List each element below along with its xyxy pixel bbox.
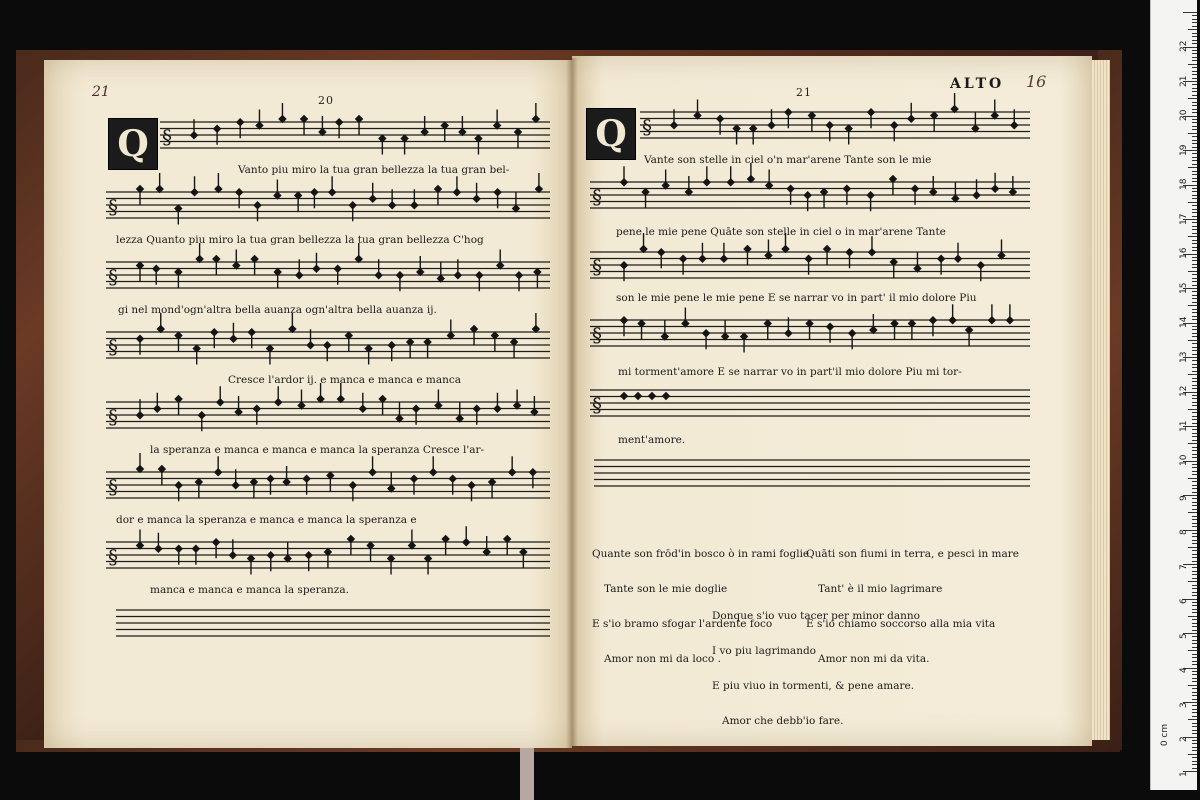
ruler-tick bbox=[1192, 129, 1197, 130]
ruler-number: 20 bbox=[1179, 109, 1189, 121]
ruler-tick bbox=[1192, 709, 1197, 710]
left-page-number: 20 bbox=[318, 94, 334, 107]
ruler-tick bbox=[1192, 664, 1197, 665]
ruler-tick bbox=[1188, 340, 1197, 341]
ruler-tick bbox=[1192, 316, 1197, 317]
ruler-tick bbox=[1192, 191, 1197, 192]
ruler-tick bbox=[1192, 388, 1197, 389]
ruler-tick bbox=[1192, 688, 1197, 689]
ruler-tick bbox=[1192, 285, 1197, 286]
ruler-number: 21 bbox=[1179, 75, 1189, 87]
ruler-tick bbox=[1192, 226, 1197, 227]
ruler-tick bbox=[1192, 60, 1197, 61]
ruler-number: 8 bbox=[1179, 529, 1189, 535]
ruler-tick bbox=[1192, 740, 1197, 741]
clef-symbol: § bbox=[162, 125, 172, 149]
ruler-tick bbox=[1192, 140, 1197, 141]
ruler-tick bbox=[1192, 474, 1197, 475]
poem-line: Amor che debb'io fare. bbox=[722, 714, 844, 727]
decorated-initial-left: Q bbox=[108, 118, 158, 170]
clef-symbol: § bbox=[642, 115, 652, 139]
ruler-tick bbox=[1192, 654, 1197, 655]
ruler-tick bbox=[1192, 492, 1197, 493]
ruler-tick bbox=[1192, 174, 1197, 175]
ruler-tick bbox=[1192, 84, 1197, 85]
lyric-line-left-5: la speranza e manca e manca e manca la speranza Cresce l'ar- bbox=[150, 444, 485, 456]
ruler-tick bbox=[1192, 160, 1197, 161]
ruler-tick bbox=[1192, 671, 1197, 672]
ruler-tick bbox=[1192, 757, 1197, 758]
ruler-tick bbox=[1188, 685, 1197, 686]
clef-symbol: § bbox=[592, 255, 602, 279]
ruler-tick bbox=[1188, 581, 1197, 582]
ruler-tick bbox=[1192, 643, 1197, 644]
ruler-tick bbox=[1192, 95, 1197, 96]
ruler-tick bbox=[1192, 712, 1197, 713]
ruler-tick bbox=[1188, 202, 1197, 203]
ruler-tick bbox=[1192, 19, 1197, 20]
ruler-tick bbox=[1192, 561, 1197, 562]
ruler-tick bbox=[1192, 609, 1197, 610]
ruler-tick bbox=[1188, 616, 1197, 617]
ruler-tick bbox=[1192, 153, 1197, 154]
ruler-tick bbox=[1192, 695, 1197, 696]
ruler-tick bbox=[1192, 291, 1197, 292]
ruler-tick bbox=[1192, 619, 1197, 620]
poem-line: E piu viuo in tormenti, & pene amare. bbox=[712, 679, 915, 692]
ruler-number: 5 bbox=[1179, 632, 1189, 639]
ruler-tick bbox=[1188, 98, 1197, 99]
ruler-tick bbox=[1192, 22, 1197, 23]
poem-line: Amor non mi da vita. bbox=[818, 652, 930, 665]
clef-symbol: § bbox=[108, 405, 118, 429]
ruler-tick bbox=[1192, 122, 1197, 123]
handwritten-page-mark-left: 21 bbox=[92, 84, 110, 100]
ruler-tick bbox=[1192, 312, 1197, 313]
ruler-number: 19 bbox=[1179, 144, 1189, 156]
decorated-initial-right: Q bbox=[586, 108, 636, 160]
ruler-tick bbox=[1192, 371, 1197, 372]
ruler-tick bbox=[1188, 29, 1197, 30]
ruler-tick bbox=[1192, 109, 1197, 110]
ruler-tick bbox=[1192, 267, 1197, 268]
ruler-tick bbox=[1188, 167, 1197, 168]
ruler-tick bbox=[1192, 761, 1197, 762]
voice-part-header: ALTO bbox=[950, 76, 1005, 92]
ruler-tick bbox=[1188, 719, 1197, 720]
ruler-tick bbox=[1192, 630, 1197, 631]
ruler-tick bbox=[1192, 723, 1197, 724]
poem-line: I vo piu lagrimando bbox=[712, 644, 816, 657]
ruler-tick bbox=[1192, 240, 1197, 241]
ruler-tick bbox=[1192, 416, 1197, 417]
ruler-number: 4 bbox=[1179, 667, 1189, 673]
ruler-tick bbox=[1192, 467, 1197, 468]
ruler-tick bbox=[1192, 457, 1197, 458]
ruler-tick bbox=[1192, 674, 1197, 675]
ruler-tick bbox=[1192, 592, 1197, 593]
ruler-tick bbox=[1192, 540, 1197, 541]
ruler-tick bbox=[1192, 692, 1197, 693]
ruler-tick bbox=[1192, 502, 1197, 503]
ruler-tick bbox=[1192, 378, 1197, 379]
lyric-line-right-5: ment'amore. bbox=[618, 434, 686, 446]
ruler-number: 17 bbox=[1179, 213, 1189, 225]
ruler-tick bbox=[1192, 488, 1197, 489]
ruler-tick bbox=[1192, 212, 1197, 213]
ruler-tick bbox=[1192, 295, 1197, 296]
ruler-tick bbox=[1192, 67, 1197, 68]
poem-line: Quante son frōd'in bosco ò in rami foglie bbox=[592, 548, 810, 561]
ruler-tick bbox=[1192, 136, 1197, 137]
clef-symbol: § bbox=[108, 195, 118, 219]
book-gutter bbox=[566, 58, 578, 748]
lyric-line-left-1: Vanto piu miro la tua gran bellezza la tua gran bel- bbox=[238, 164, 510, 176]
ruler-tick bbox=[1192, 33, 1197, 34]
ruler-tick bbox=[1192, 222, 1197, 223]
ruler-tick bbox=[1192, 260, 1197, 261]
ruler-tick bbox=[1188, 374, 1197, 375]
ruler-number: 14 bbox=[1179, 316, 1189, 328]
ruler-tick bbox=[1192, 26, 1197, 27]
clef-symbol: § bbox=[592, 393, 602, 417]
ruler-tick bbox=[1192, 57, 1197, 58]
ruler-number: 11 bbox=[1179, 420, 1189, 432]
poem-stanza-3 bbox=[712, 588, 920, 750]
ruler-number: 3 bbox=[1179, 701, 1189, 708]
ruler-tick bbox=[1192, 209, 1197, 210]
ruler-unit: 0 cm bbox=[1160, 723, 1171, 747]
ruler-tick bbox=[1192, 264, 1197, 265]
ruler-tick bbox=[1192, 519, 1197, 520]
ruler-tick bbox=[1192, 343, 1197, 344]
ruler-tick bbox=[1188, 305, 1197, 306]
ruler-tick bbox=[1192, 423, 1197, 424]
ruler-tick bbox=[1192, 481, 1197, 482]
ruler-tick bbox=[1192, 681, 1197, 682]
ruler-tick bbox=[1192, 602, 1197, 603]
ruler-tick bbox=[1192, 726, 1197, 727]
lyric-line-right-1: Vante son stelle in ciel o'n mar'arene Tante son le mie bbox=[644, 154, 932, 166]
ruler-tick bbox=[1188, 271, 1197, 272]
ruler-tick bbox=[1192, 36, 1197, 37]
ruler-tick bbox=[1192, 147, 1197, 148]
ruler-tick bbox=[1192, 281, 1197, 282]
ruler-tick bbox=[1192, 574, 1197, 575]
poem-line: Amor non mi da loco . bbox=[604, 652, 721, 665]
ruler-tick bbox=[1192, 595, 1197, 596]
ruler-tick bbox=[1192, 747, 1197, 748]
ruler-tick bbox=[1192, 398, 1197, 399]
ruler-tick bbox=[1192, 412, 1197, 413]
ruler-tick bbox=[1192, 15, 1197, 16]
clef-symbol: § bbox=[108, 335, 118, 359]
ruler-tick bbox=[1192, 50, 1197, 51]
ruler-number: 9 bbox=[1179, 494, 1189, 501]
ruler-number: 7 bbox=[1179, 563, 1189, 570]
ruler-tick bbox=[1192, 354, 1197, 355]
page-edges bbox=[1092, 60, 1110, 740]
ruler-tick bbox=[1192, 764, 1197, 765]
ruler-tick bbox=[1192, 743, 1197, 744]
ruler-number: 1 bbox=[1179, 770, 1189, 777]
ruler-tick bbox=[1192, 533, 1197, 534]
ruler-tick bbox=[1188, 64, 1197, 65]
ruler-tick bbox=[1188, 443, 1197, 444]
ruler-tick bbox=[1192, 229, 1197, 230]
ruler-tick bbox=[1192, 91, 1197, 92]
ruler-tick bbox=[1192, 243, 1197, 244]
ruler-tick bbox=[1192, 440, 1197, 441]
ruler-tick bbox=[1192, 350, 1197, 351]
poem-line: Quāti son fiumi in terra, e pesci in mare bbox=[806, 548, 1019, 561]
ruler-tick bbox=[1192, 567, 1197, 568]
lyric-line-right-3: son le mie pene le mie pene E se narrar vo in part' il mio dolore Piu bbox=[616, 292, 977, 304]
ruler-tick bbox=[1192, 471, 1197, 472]
ruler-tick bbox=[1192, 178, 1197, 179]
ruler-tick bbox=[1192, 647, 1197, 648]
ruler-tick bbox=[1192, 329, 1197, 330]
lyric-line-left-2: lezza Quanto piu miro la tua gran bellezza la tua gran bellezza C'hog bbox=[116, 234, 484, 246]
ruler-tick bbox=[1192, 198, 1197, 199]
ruler-tick bbox=[1192, 557, 1197, 558]
ruler-tick bbox=[1192, 333, 1197, 334]
ruler-tick bbox=[1192, 364, 1197, 365]
ruler-tick bbox=[1188, 236, 1197, 237]
lyric-line-left-7: manca e manca e manca la speranza. bbox=[150, 584, 349, 596]
ruler-number: 6 bbox=[1179, 598, 1189, 604]
ruler-tick bbox=[1192, 195, 1197, 196]
ruler-tick bbox=[1192, 464, 1197, 465]
ruler-tick bbox=[1188, 409, 1197, 410]
ruler-tick bbox=[1192, 733, 1197, 734]
ruler-tick bbox=[1188, 547, 1197, 548]
clef-symbol: § bbox=[108, 545, 118, 569]
ruler-tick bbox=[1192, 485, 1197, 486]
clef-symbol: § bbox=[592, 185, 602, 209]
ruler-tick bbox=[1192, 571, 1197, 572]
ruler-tick bbox=[1192, 498, 1197, 499]
ruler-tick bbox=[1192, 367, 1197, 368]
ruler-tick bbox=[1192, 205, 1197, 206]
ruler-number: 10 bbox=[1179, 454, 1189, 466]
ruler-tick bbox=[1192, 550, 1197, 551]
ruler-tick bbox=[1188, 650, 1197, 651]
ruler-tick bbox=[1192, 126, 1197, 127]
clef-symbol: § bbox=[592, 323, 602, 347]
poem-line: E s'io bramo sfogar l'ardente foco bbox=[592, 617, 773, 630]
ruler-tick bbox=[1192, 181, 1197, 182]
ruler-tick bbox=[1188, 754, 1197, 755]
ruler-tick bbox=[1192, 74, 1197, 75]
bookmark-ribbon bbox=[520, 748, 534, 800]
ruler-tick bbox=[1192, 716, 1197, 717]
ruler-tick bbox=[1192, 105, 1197, 106]
poem-line: Tant' è il mio lagrimare bbox=[818, 582, 943, 595]
ruler-tick bbox=[1192, 250, 1197, 251]
ruler-tick bbox=[1192, 516, 1197, 517]
ruler-tick bbox=[1192, 419, 1197, 420]
ruler-tick bbox=[1192, 450, 1197, 451]
ruler-tick bbox=[1192, 605, 1197, 606]
ruler-tick bbox=[1192, 157, 1197, 158]
ruler-tick bbox=[1192, 274, 1197, 275]
poem-line: Donque s'io vuo tacer per minor danno bbox=[712, 610, 920, 623]
ruler-tick bbox=[1192, 523, 1197, 524]
ruler-tick bbox=[1192, 554, 1197, 555]
ruler-tick bbox=[1188, 512, 1197, 513]
ruler-tick bbox=[1192, 298, 1197, 299]
ruler-tick bbox=[1192, 447, 1197, 448]
ruler-tick bbox=[1192, 112, 1197, 113]
ruler-tick bbox=[1192, 78, 1197, 79]
ruler-tick bbox=[1192, 433, 1197, 434]
ruler-tick bbox=[1192, 319, 1197, 320]
ruler-tick bbox=[1192, 730, 1197, 731]
ruler-number: 15 bbox=[1179, 282, 1189, 294]
ruler-tick bbox=[1192, 88, 1197, 89]
ruler-tick bbox=[1192, 53, 1197, 54]
ruler-tick bbox=[1192, 233, 1197, 234]
ruler-tick bbox=[1192, 381, 1197, 382]
ruler-tick bbox=[1192, 509, 1197, 510]
measuring-ruler bbox=[1150, 0, 1197, 790]
ruler-number: 2 bbox=[1179, 736, 1189, 742]
ruler-tick bbox=[1183, 12, 1197, 13]
ruler-tick bbox=[1192, 102, 1197, 103]
ruler-tick bbox=[1192, 612, 1197, 613]
ruler-tick bbox=[1192, 636, 1197, 637]
ruler-number: 12 bbox=[1179, 385, 1189, 397]
ruler-tick bbox=[1192, 171, 1197, 172]
lyric-line-right-2: pene le mie pene Quāte son stelle in ciel o in mar'arene Tante bbox=[616, 226, 946, 238]
ruler-tick bbox=[1192, 505, 1197, 506]
ruler-tick bbox=[1192, 750, 1197, 751]
ruler-tick bbox=[1192, 309, 1197, 310]
ruler-tick bbox=[1188, 133, 1197, 134]
ruler-tick bbox=[1192, 657, 1197, 658]
ruler-tick bbox=[1192, 278, 1197, 279]
ruler-number: 22 bbox=[1179, 40, 1189, 52]
ruler-tick bbox=[1192, 119, 1197, 120]
ruler-tick bbox=[1192, 385, 1197, 386]
ruler-tick bbox=[1192, 71, 1197, 72]
ruler-tick bbox=[1192, 661, 1197, 662]
ruler-tick bbox=[1192, 216, 1197, 217]
clef-symbol: § bbox=[108, 475, 118, 499]
ruler-tick bbox=[1192, 699, 1197, 700]
ruler-tick bbox=[1192, 526, 1197, 527]
ruler-tick bbox=[1192, 188, 1197, 189]
ruler-tick bbox=[1192, 626, 1197, 627]
ruler-tick bbox=[1192, 454, 1197, 455]
ruler-number: 18 bbox=[1179, 178, 1189, 190]
lyric-line-right-4: mi torment'amore E se narrar vo in part'il mio dolore Piu mi tor- bbox=[618, 366, 962, 378]
lyric-line-left-3: gi nel mond'ogn'altra bella auanza ogn'altra bella auanza ij. bbox=[118, 304, 437, 316]
ruler-tick bbox=[1192, 705, 1197, 706]
lyric-line-left-6: dor e manca la speranza e manca e manca la speranza e bbox=[116, 514, 417, 526]
ruler-tick bbox=[1192, 768, 1197, 769]
ruler-tick bbox=[1192, 247, 1197, 248]
ruler-tick bbox=[1192, 588, 1197, 589]
ruler-tick bbox=[1192, 543, 1197, 544]
ruler-tick bbox=[1192, 436, 1197, 437]
handwritten-page-mark-right: 16 bbox=[1026, 72, 1047, 91]
ruler-tick bbox=[1192, 143, 1197, 144]
ruler-tick bbox=[1192, 302, 1197, 303]
clef-symbol: § bbox=[108, 265, 118, 289]
ruler-number: 16 bbox=[1179, 247, 1189, 259]
ruler-tick bbox=[1192, 405, 1197, 406]
ruler-tick bbox=[1192, 360, 1197, 361]
ruler-tick bbox=[1192, 402, 1197, 403]
ruler-tick bbox=[1192, 336, 1197, 337]
ruler-tick bbox=[1188, 478, 1197, 479]
ruler-number: 13 bbox=[1179, 351, 1189, 363]
ruler-tick bbox=[1192, 536, 1197, 537]
ruler-tick bbox=[1192, 326, 1197, 327]
ruler-tick bbox=[1192, 395, 1197, 396]
poem-line: E s'io chiamo soccorso alla mia vita bbox=[806, 617, 996, 630]
ruler-tick bbox=[1192, 347, 1197, 348]
ruler-tick bbox=[1192, 585, 1197, 586]
right-page-number: 21 bbox=[796, 86, 812, 99]
ruler-tick bbox=[1192, 43, 1197, 44]
ruler-tick bbox=[1192, 578, 1197, 579]
ruler-tick bbox=[1192, 429, 1197, 430]
poem-line: Tante son le mie doglie bbox=[604, 582, 728, 595]
ruler-tick bbox=[1192, 623, 1197, 624]
ruler-tick bbox=[1192, 164, 1197, 165]
ruler-tick bbox=[1192, 257, 1197, 258]
ruler-tick bbox=[1192, 678, 1197, 679]
ruler-tick bbox=[1192, 40, 1197, 41]
ruler-tick bbox=[1192, 640, 1197, 641]
lyric-line-left-4: Cresce l'ardor ij. e manca e manca e manca bbox=[228, 374, 461, 386]
